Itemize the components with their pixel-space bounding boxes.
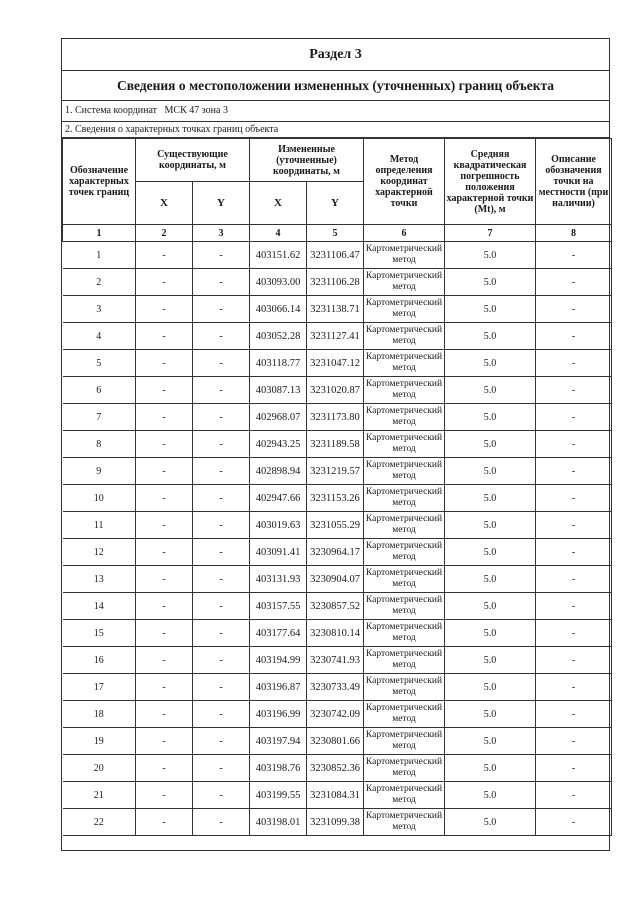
cell-changed-y: 3230857.52: [307, 593, 364, 620]
cell-method: Картометрический метод: [364, 674, 445, 701]
cell-description: -: [536, 512, 612, 539]
cell-mean-error: 5.0: [445, 485, 536, 512]
cell-description: -: [536, 782, 612, 809]
table-row: [63, 404, 612, 431]
cell-description: -: [536, 728, 612, 755]
cell-existing-y: -: [193, 458, 250, 485]
cell-changed-y: 3230964.17: [307, 539, 364, 566]
boundary-points-table: [62, 138, 612, 836]
cell-changed-y: 3231106.28: [307, 269, 364, 296]
cell-description: -: [536, 242, 612, 269]
table-row: [63, 620, 612, 647]
cell-changed-x: 402947.66: [250, 485, 307, 512]
cell-description: -: [536, 701, 612, 728]
cell-existing-x: -: [136, 539, 193, 566]
cell-point-number: 12: [63, 539, 136, 566]
cell-description: -: [536, 620, 612, 647]
cell-method: Картометрический метод: [364, 485, 445, 512]
cell-existing-y: -: [193, 242, 250, 269]
table-row: [63, 350, 612, 377]
cell-existing-y: -: [193, 647, 250, 674]
cell-mean-error: 5.0: [445, 593, 536, 620]
cell-changed-y: 3231173.80: [307, 404, 364, 431]
cell-changed-y: 3230801.66: [307, 728, 364, 755]
cell-changed-y: 3231189.58: [307, 431, 364, 458]
cell-method: Картометрический метод: [364, 269, 445, 296]
cell-point-number: 1: [63, 242, 136, 269]
column-number: 7: [445, 225, 536, 242]
table-row: [63, 377, 612, 404]
cell-description: -: [536, 755, 612, 782]
header-existing-y: Y: [193, 182, 250, 225]
table-row: [63, 728, 612, 755]
table-row: [63, 458, 612, 485]
cell-mean-error: 5.0: [445, 728, 536, 755]
cell-mean-error: 5.0: [445, 296, 536, 323]
cell-existing-y: -: [193, 539, 250, 566]
cell-mean-error: 5.0: [445, 323, 536, 350]
table-row: [63, 566, 612, 593]
table-row: [63, 674, 612, 701]
cell-existing-x: -: [136, 485, 193, 512]
cell-existing-x: -: [136, 647, 193, 674]
cell-description: -: [536, 404, 612, 431]
column-number: 6: [364, 225, 445, 242]
cell-existing-y: -: [193, 755, 250, 782]
cell-changed-y: 3230733.49: [307, 674, 364, 701]
cell-mean-error: 5.0: [445, 647, 536, 674]
cell-changed-x: 403196.87: [250, 674, 307, 701]
cell-point-number: 19: [63, 728, 136, 755]
section-title: Раздел 3: [62, 39, 609, 71]
cell-changed-y: 3231127.41: [307, 323, 364, 350]
column-number: 3: [193, 225, 250, 242]
cell-existing-x: -: [136, 728, 193, 755]
points-label: 2. Сведения о характерных точках границ объекта: [62, 122, 609, 138]
cell-point-number: 13: [63, 566, 136, 593]
cell-description: -: [536, 539, 612, 566]
table-row: [63, 701, 612, 728]
cell-mean-error: 5.0: [445, 350, 536, 377]
cell-method: Картометрический метод: [364, 782, 445, 809]
cell-changed-y: 3231106.47: [307, 242, 364, 269]
cell-existing-y: -: [193, 296, 250, 323]
cell-point-number: 20: [63, 755, 136, 782]
cell-changed-x: 403066.14: [250, 296, 307, 323]
cell-mean-error: 5.0: [445, 620, 536, 647]
cell-point-number: 9: [63, 458, 136, 485]
cell-changed-x: 403091.41: [250, 539, 307, 566]
table-row: [63, 431, 612, 458]
cell-existing-y: -: [193, 485, 250, 512]
coord-system-line: [62, 101, 609, 122]
column-number: 2: [136, 225, 193, 242]
table-row: [63, 755, 612, 782]
cell-mean-error: 5.0: [445, 404, 536, 431]
header-changed-coords: Измененные (уточненные) координаты, м: [250, 139, 364, 182]
cell-changed-x: 403177.64: [250, 620, 307, 647]
cell-mean-error: 5.0: [445, 512, 536, 539]
cell-method: Картометрический метод: [364, 647, 445, 674]
cell-changed-y: 3230741.93: [307, 647, 364, 674]
cell-mean-error: 5.0: [445, 269, 536, 296]
cell-mean-error: 5.0: [445, 809, 536, 836]
cell-mean-error: 5.0: [445, 539, 536, 566]
cell-existing-y: -: [193, 620, 250, 647]
cell-existing-x: -: [136, 458, 193, 485]
cell-changed-x: 403198.76: [250, 755, 307, 782]
cell-mean-error: 5.0: [445, 701, 536, 728]
cell-point-number: 22: [63, 809, 136, 836]
cell-existing-y: -: [193, 404, 250, 431]
cell-method: Картометрический метод: [364, 701, 445, 728]
cell-mean-error: 5.0: [445, 431, 536, 458]
cell-point-number: 8: [63, 431, 136, 458]
cell-mean-error: 5.0: [445, 755, 536, 782]
cell-changed-x: 403157.55: [250, 593, 307, 620]
header-existing-coords: Существующие координаты, м: [136, 139, 250, 182]
cell-method: Картометрический метод: [364, 377, 445, 404]
cell-changed-x: 403093.00: [250, 269, 307, 296]
header-description: Описание обозначения точки на местности (при наличии): [536, 139, 612, 225]
cell-existing-y: -: [193, 728, 250, 755]
cell-changed-y: 3230742.09: [307, 701, 364, 728]
header-mean-error: Средняя квадратическая погрешность положения характерной точки (Mt), м: [445, 139, 536, 225]
table-row: [63, 647, 612, 674]
cell-description: -: [536, 566, 612, 593]
cell-method: Картометрический метод: [364, 404, 445, 431]
cell-description: -: [536, 431, 612, 458]
table-row: [63, 323, 612, 350]
cell-existing-x: -: [136, 377, 193, 404]
cell-mean-error: 5.0: [445, 674, 536, 701]
cell-mean-error: 5.0: [445, 458, 536, 485]
cell-changed-x: 402898.94: [250, 458, 307, 485]
table-row: [63, 593, 612, 620]
cell-method: Картометрический метод: [364, 593, 445, 620]
cell-existing-y: -: [193, 782, 250, 809]
cell-changed-y: 3231219.57: [307, 458, 364, 485]
cell-existing-y: -: [193, 512, 250, 539]
cell-description: -: [536, 809, 612, 836]
cell-description: -: [536, 377, 612, 404]
cell-changed-x: 403197.94: [250, 728, 307, 755]
cell-existing-x: -: [136, 593, 193, 620]
cell-description: -: [536, 350, 612, 377]
cell-existing-y: -: [193, 593, 250, 620]
cell-changed-x: 403194.99: [250, 647, 307, 674]
header-point-designation: Обозначение характерных точек границ: [63, 139, 136, 225]
cell-existing-x: -: [136, 431, 193, 458]
cell-existing-y: -: [193, 809, 250, 836]
cell-changed-x: 403118.77: [250, 350, 307, 377]
cell-method: Картометрический метод: [364, 539, 445, 566]
cell-method: Картометрический метод: [364, 512, 445, 539]
coord-system-value: МСК 47 зона 3: [164, 105, 228, 116]
table-body: [63, 242, 612, 836]
cell-description: -: [536, 647, 612, 674]
cell-existing-x: -: [136, 296, 193, 323]
table-row: [63, 269, 612, 296]
cell-changed-x: 402943.25: [250, 431, 307, 458]
cell-existing-y: -: [193, 566, 250, 593]
cell-existing-x: -: [136, 566, 193, 593]
cell-method: Картометрический метод: [364, 242, 445, 269]
cell-existing-y: -: [193, 377, 250, 404]
cell-changed-y: 3231055.29: [307, 512, 364, 539]
cell-point-number: 7: [63, 404, 136, 431]
cell-existing-x: -: [136, 755, 193, 782]
table-row: [63, 242, 612, 269]
header-method: Метод определения координат характерной точки: [364, 139, 445, 225]
cell-method: Картометрический метод: [364, 296, 445, 323]
section-subtitle: Сведения о местоположении измененных (уточненных) границ объекта: [62, 71, 609, 101]
cell-mean-error: 5.0: [445, 782, 536, 809]
table-row: [63, 512, 612, 539]
cell-mean-error: 5.0: [445, 566, 536, 593]
header-changed-x: X: [250, 182, 307, 225]
cell-existing-x: -: [136, 350, 193, 377]
cell-existing-y: -: [193, 323, 250, 350]
cell-existing-y: -: [193, 269, 250, 296]
column-number: 1: [63, 225, 136, 242]
cell-method: Картометрический метод: [364, 755, 445, 782]
cell-existing-y: -: [193, 431, 250, 458]
cell-changed-y: 3231138.71: [307, 296, 364, 323]
cell-mean-error: 5.0: [445, 377, 536, 404]
cell-existing-y: -: [193, 674, 250, 701]
cell-existing-x: -: [136, 674, 193, 701]
cell-description: -: [536, 593, 612, 620]
cell-point-number: 5: [63, 350, 136, 377]
cell-existing-x: -: [136, 323, 193, 350]
cell-point-number: 21: [63, 782, 136, 809]
cell-point-number: 18: [63, 701, 136, 728]
cell-existing-x: -: [136, 269, 193, 296]
cell-description: -: [536, 323, 612, 350]
table-row: [63, 809, 612, 836]
cell-changed-x: 403019.63: [250, 512, 307, 539]
cell-changed-x: 403052.28: [250, 323, 307, 350]
cell-changed-y: 3230852.36: [307, 755, 364, 782]
cell-method: Картометрический метод: [364, 323, 445, 350]
cell-changed-y: 3230904.07: [307, 566, 364, 593]
cell-description: -: [536, 269, 612, 296]
cell-changed-y: 3231099.38: [307, 809, 364, 836]
cell-point-number: 17: [63, 674, 136, 701]
cell-method: Картометрический метод: [364, 620, 445, 647]
column-number-row: [63, 225, 612, 242]
table-row: [63, 296, 612, 323]
cell-point-number: 6: [63, 377, 136, 404]
cell-existing-y: -: [193, 701, 250, 728]
table-row: [63, 539, 612, 566]
cell-point-number: 4: [63, 323, 136, 350]
cell-point-number: 11: [63, 512, 136, 539]
cell-changed-y: 3231153.26: [307, 485, 364, 512]
cell-changed-y: 3231020.87: [307, 377, 364, 404]
cell-point-number: 10: [63, 485, 136, 512]
cell-changed-x: 403198.01: [250, 809, 307, 836]
cell-description: -: [536, 485, 612, 512]
cell-existing-x: -: [136, 620, 193, 647]
cell-point-number: 16: [63, 647, 136, 674]
cell-method: Картометрический метод: [364, 809, 445, 836]
column-number: 8: [536, 225, 612, 242]
cell-existing-x: -: [136, 404, 193, 431]
cell-existing-x: -: [136, 701, 193, 728]
cell-changed-x: 403151.62: [250, 242, 307, 269]
coord-system-label: 1. Система координат: [65, 105, 158, 116]
header-changed-y: Y: [307, 182, 364, 225]
cell-existing-x: -: [136, 242, 193, 269]
cell-changed-x: 403087.13: [250, 377, 307, 404]
cell-changed-y: 3230810.14: [307, 620, 364, 647]
cell-changed-y: 3231084.31: [307, 782, 364, 809]
table-row: [63, 485, 612, 512]
cell-changed-x: 403196.99: [250, 701, 307, 728]
cell-point-number: 14: [63, 593, 136, 620]
cell-existing-x: -: [136, 512, 193, 539]
table-footer-space: [62, 836, 609, 850]
cell-description: -: [536, 674, 612, 701]
cell-point-number: 2: [63, 269, 136, 296]
document-sheet: [61, 38, 610, 851]
cell-existing-x: -: [136, 782, 193, 809]
cell-point-number: 3: [63, 296, 136, 323]
cell-method: Картометрический метод: [364, 458, 445, 485]
cell-description: -: [536, 296, 612, 323]
table-row: [63, 782, 612, 809]
cell-description: -: [536, 458, 612, 485]
cell-method: Картометрический метод: [364, 566, 445, 593]
cell-changed-x: 403199.55: [250, 782, 307, 809]
cell-changed-x: 402968.07: [250, 404, 307, 431]
cell-changed-y: 3231047.12: [307, 350, 364, 377]
cell-existing-y: -: [193, 350, 250, 377]
cell-changed-x: 403131.93: [250, 566, 307, 593]
cell-point-number: 15: [63, 620, 136, 647]
cell-method: Картометрический метод: [364, 431, 445, 458]
column-number: 5: [307, 225, 364, 242]
cell-existing-x: -: [136, 809, 193, 836]
cell-method: Картометрический метод: [364, 728, 445, 755]
cell-method: Картометрический метод: [364, 350, 445, 377]
header-existing-x: X: [136, 182, 193, 225]
column-number: 4: [250, 225, 307, 242]
cell-mean-error: 5.0: [445, 242, 536, 269]
